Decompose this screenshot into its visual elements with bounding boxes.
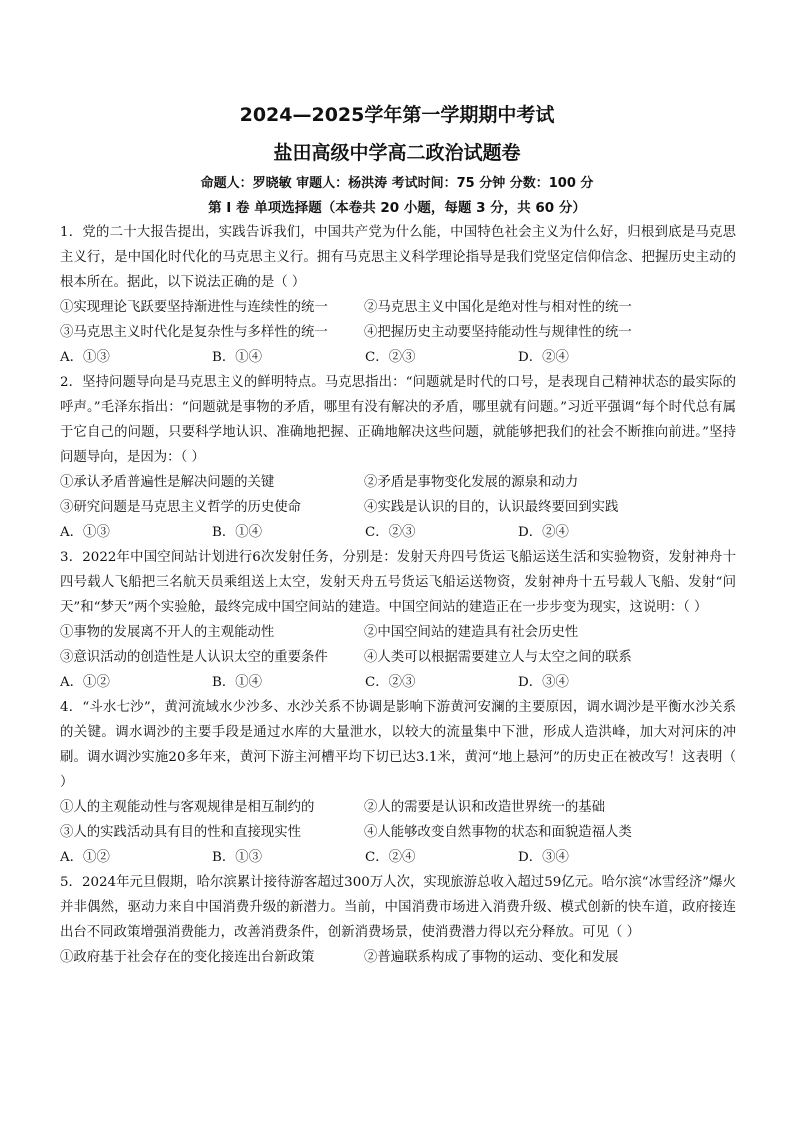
answer-choice-c: C．②③ — [365, 675, 416, 690]
question-3 — [60, 545, 736, 695]
section-heading: 第 I 卷 单项选择题（本卷共 20 小题，每题 3 分，共 60 分） — [208, 200, 586, 216]
answer-choice-c: C．②③ — [365, 525, 416, 540]
question-list — [60, 220, 736, 970]
option-item: ③马克思主义时代化是复杂性与多样性的统一 — [60, 325, 328, 340]
answer-choice-d: D．②④ — [518, 350, 569, 365]
option-item: ①人的主观能动性与客观规律是相互制约的 — [60, 800, 315, 815]
option-item: ②中国空间站的建造具有社会历史性 — [364, 625, 579, 640]
option-row — [60, 795, 736, 820]
question-5 — [60, 870, 736, 970]
option-row — [60, 470, 736, 495]
answer-choice-b: B．①④ — [212, 525, 263, 540]
question-stem: 5．2024年元旦假期，哈尔滨累计接待游客超过300万人次，实现旅游总收入超过59亿元。哈尔滨“冰雪经济”爆火并非偶然，驱动力来自中国消费升级的新潜力。当前，中国消费市场进入消费升级、模式创新的快车道，政府接连出台不同政策增强消费能力，改善消费条件，创新消费场景，使消费潜力得以充分释放。可见（ ） — [60, 875, 736, 940]
option-item: ②矛盾是事物变化发展的源泉和动力 — [364, 475, 579, 490]
answer-choice-a: A．①② — [60, 850, 110, 865]
option-row — [60, 620, 736, 645]
option-item: ④把握历史主动要坚持能动性与规律性的统一 — [364, 325, 632, 340]
option-row — [60, 645, 736, 670]
option-item: ③意识活动的创造性是人认识太空的重要条件 — [60, 650, 328, 665]
exam-meta-info: 命题人：罗晓敏 审题人：杨洪涛 考试时间：75 分钟 分数：100 分 — [200, 176, 594, 191]
option-item: ④人能够改变自然事物的状态和面貌造福人类 — [364, 825, 632, 840]
answer-choice-a: A．①③ — [60, 525, 110, 540]
answer-choice-b: B．①④ — [212, 350, 263, 365]
option-item: ④人类可以根据需要建立人与太空之间的联系 — [364, 650, 632, 665]
option-item: ②普遍联系构成了事物的运动、变化和发展 — [364, 950, 619, 965]
question-1 — [60, 220, 736, 370]
answer-choice-b: B．①④ — [212, 675, 263, 690]
option-item: ④实践是认识的目的，认识最终要回到实践 — [364, 500, 619, 515]
option-row — [60, 495, 736, 520]
answer-choice-c: C．②③ — [365, 350, 416, 365]
exam-subtitle: 盐田高级中学高二政治试题卷 — [273, 142, 521, 164]
answer-choice-a: A．①③ — [60, 350, 110, 365]
option-item: ①事物的发展离不开人的主观能动性 — [60, 625, 275, 640]
question-stem: 4．“斗水七沙”，黄河流域水少沙多、水沙关系不协调是影响下游黄河安澜的主要原因，调水调沙是平衡水沙关系的关键。调水调沙的主要手段是通过水库的大量泄水，以较大的流量集中下泄，形成人造洪峰，加大对河床的冲刷。调水调沙实施20多年来，黄河下游主河槽平均下切已达3.1米，黄河“地上悬河”的历史正在被改写！这表明（ ） — [60, 700, 736, 790]
option-row — [60, 295, 736, 320]
question-4 — [60, 695, 736, 870]
answer-choice-a: A．①② — [60, 675, 110, 690]
option-item: ③研究问题是马克思主义哲学的历史使命 — [60, 500, 302, 515]
answer-choices — [60, 845, 736, 870]
answer-choice-d: D．③④ — [518, 675, 569, 690]
answer-choice-b: B．①③ — [212, 850, 263, 865]
question-stem: 1．党的二十大报告提出，实践告诉我们，中国共产党为什么能，中国特色社会主义为什么好，归根到底是马克思主义行，是中国化时代化的马克思主义行。拥有马克思主义科学理论指导是我们党坚定信仰信念、把握历史主动的根本所在。据此，以下说法正确的是（ ） — [60, 225, 736, 290]
option-item: ①承认矛盾普遍性是解决问题的关键 — [60, 475, 275, 490]
answer-choices — [60, 345, 736, 370]
answer-choices — [60, 520, 736, 545]
option-item: ②马克思主义中国化是绝对性与相对性的统一 — [364, 300, 632, 315]
option-item: ③人的实践活动具有目的性和直接现实性 — [60, 825, 302, 840]
option-item: ①政府基于社会存在的变化接连出台新政策 — [60, 950, 315, 965]
question-stem: 2．坚持问题导向是马克思主义的鲜明特点。马克思指出：“问题就是时代的口号，是表现自己精神状态的最实际的呼声。”毛泽东指出：“问题就是事物的矛盾，哪里有没有解决的矛盾，哪里就有问题。”习近平强调“每个时代总有属于它自己的问题，只要科学地认识、准确地把握、正确地解决这些问题，就能够把我们的社会不断推向前进。”坚持问题导向，是因为：（ ） — [60, 375, 736, 465]
option-item: ①实现理论飞跃要坚持渐进性与连续性的统一 — [60, 300, 328, 315]
answer-choice-d: D．②④ — [518, 525, 569, 540]
option-row — [60, 320, 736, 345]
answer-choices — [60, 670, 736, 695]
exam-title: 2024—2025学年第一学期期中考试 — [239, 104, 555, 126]
answer-choice-d: D．③④ — [518, 850, 569, 865]
option-row — [60, 820, 736, 845]
question-2 — [60, 370, 736, 545]
question-stem: 3．2022年中国空间站计划进行6次发射任务，分别是：发射天舟四号货运飞船运送生活和实验物资，发射神舟十四号载人飞船把三名航天员乘组送上太空，发射天舟五号货运飞船运送物资，发射神舟十五号载人飞船、发射“问天”和“梦天”两个实验舱，最终完成中国空间站的建造。中国空间站的建造正在一步步变为现实，这说明：（ ） — [60, 550, 736, 615]
answer-choice-c: C．②④ — [365, 850, 416, 865]
option-row — [60, 945, 736, 970]
option-item: ②人的需要是认识和改造世界统一的基础 — [364, 800, 606, 815]
